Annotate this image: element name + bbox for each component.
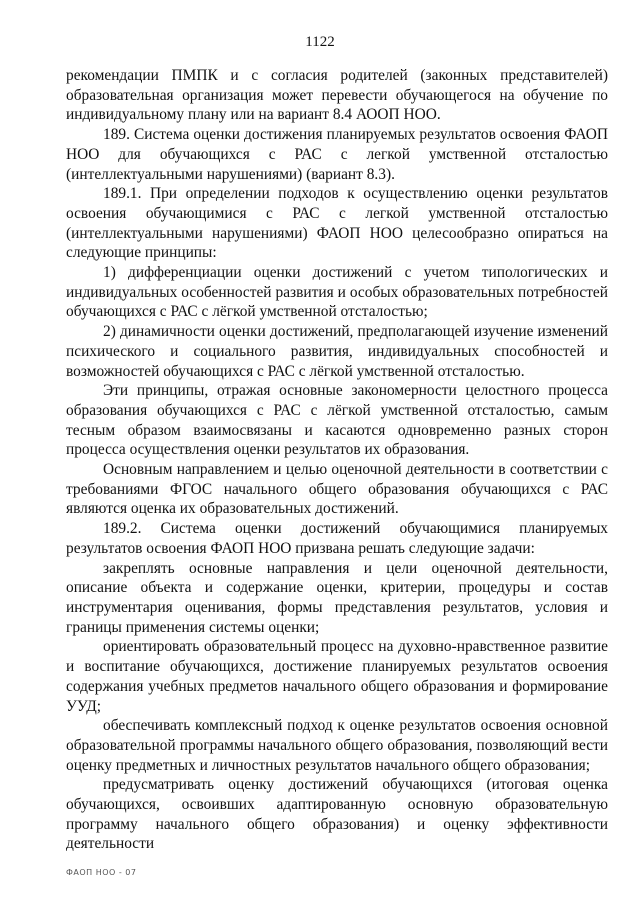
paragraph-189-2: 189.2. Система оценки достижений обучающимися планируемых результатов освоения ФАОП НОО призвана решать следующие задачи: [66,520,608,557]
task-orient: ориентировать образовательный процесс на духовно-нравственное развитие и воспитание обучающихся, достижение планируемых результатов освоения содержания учебных предметов начального общего образования и формирование УУД; [66,638,608,715]
page-number: 1122 [305,34,335,50]
footer-code: ФАОП НОО - 07 [66,868,137,877]
principle-2: 2) динамичности оценки достижений, предполагающей изучение изменений психического и социального развития, индивидуальных способностей и возможностей обучающихся с РАС с лёгкой умственной отсталостью. [66,323,608,380]
paragraph-principles-summary: Эти принципы, отражая основные закономерности целостного процесса образования обучающихся с РАС с лёгкой умственной отсталостью, самым тесным образом взаимосвязаны и касаются одновременно разных сторон процесса осуществления оценки результатов их образования. [66,382,608,459]
task-comprehensive: обеспечивать комплексный подход к оценке результатов освоения основной образовательной программы начального общего образования, позволяющий вести оценку предметных и личностных результатов начального общего образования; [66,717,608,774]
task-provide: предусматривать оценку достижений обучающихся (итоговая оценка обучающихся, освоивших адаптированную основную образовательную программу начального общего образования) и оценку эффективности деятельности [66,776,608,853]
paragraph-189: 189. Система оценки достижения планируемых результатов освоения ФАОП НОО для обучающихся с РАС с легкой умственной отсталостью (интеллектуальными нарушениями) (вариант 8.3). [66,126,608,183]
task-consolidate: закреплять основные направления и цели оценочной деятельности, описание объекта и содержание оценки, критерии, процедуры и состав инструментария оценивания, формы представления результатов, условия и границы применения системы оценки; [66,559,608,636]
principle-1: 1) дифференциации оценки достижений с учетом типологических и индивидуальных особенностей развития и особых образовательных потребностей обучающихся с РАС с лёгкой умственной отсталостью; [66,264,608,321]
paragraph-189-1: 189.1. При определении подходов к осуществлению оценки результатов освоения обучающимися с РАС с легкой умственной отсталостью (интеллектуальными нарушениями) ФАОП НОО целесообразно опираться на следующие принципы: [66,185,608,262]
document-body [66,66,608,854]
paragraph-main-direction: Основным направлением и целью оценочной деятельности в соответствии с требованиями ФГОС начального общего образования обучающихся с РАС являются оценка их образовательных достижений. [66,461,608,518]
paragraph-continuation: рекомендации ПМПК и с согласия родителей (законных представителей) образовательная организация может перевести обучающегося на обучение по индивидуальному плану или на вариант 8.4 АООП НОО. [66,67,608,124]
